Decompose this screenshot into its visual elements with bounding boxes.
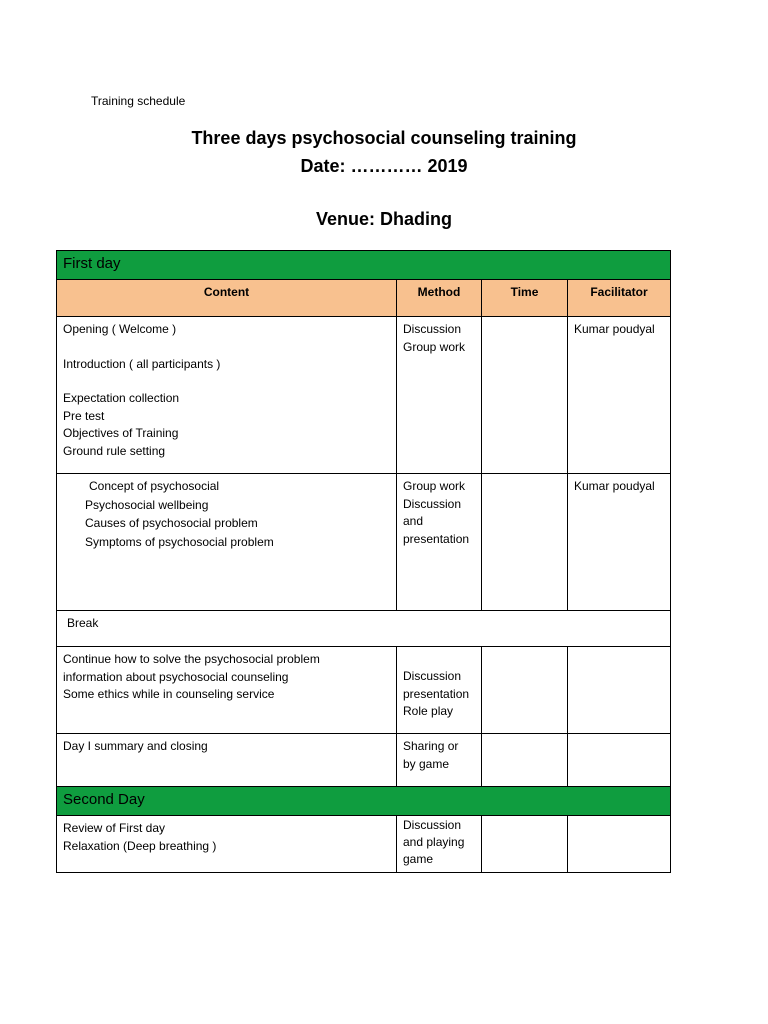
content-line: information about psychosocial counseling: [63, 669, 289, 684]
table-row: [57, 317, 671, 474]
content-line: Psychosocial wellbeing: [85, 497, 209, 512]
document-label: Training schedule: [91, 94, 186, 108]
time-cell: [482, 317, 568, 474]
facilitator-cell: [568, 734, 671, 787]
method-cell: [397, 317, 482, 474]
second-day-label: Second Day: [57, 787, 671, 816]
method-cell: [397, 816, 482, 873]
column-header-row: [57, 280, 671, 317]
col-time-header: Time: [482, 280, 568, 317]
method-line: Group work: [403, 479, 466, 493]
content-line: Causes of psychosocial problem: [85, 516, 258, 530]
method-line: game: [403, 852, 434, 866]
method-line: presentation: [403, 686, 470, 701]
facilitator-cell: [568, 816, 671, 873]
venue-line: Venue: Dhading: [315, 209, 452, 229]
first-day-label: First day: [57, 251, 671, 280]
content-cell: [57, 474, 397, 611]
method-line: presentation: [403, 531, 470, 546]
method-line: Sharing or: [403, 739, 459, 753]
page-title: Three days psychosocial counseling training: [191, 128, 577, 148]
method-cell: [397, 474, 482, 611]
time-cell: [482, 734, 568, 787]
table-row: [57, 474, 671, 611]
time-cell: [482, 816, 568, 873]
content-line: Continue how to solve the psychosocial problem: [63, 652, 320, 666]
time-cell: [482, 474, 568, 611]
break-row: [57, 611, 671, 647]
method-line: Discussion: [403, 496, 462, 511]
col-content-header: Content: [57, 280, 397, 317]
content-cell: [57, 816, 397, 873]
content-line: Relaxation (Deep breathing ): [63, 838, 217, 853]
date-line: Date: ………… 2019: [300, 156, 468, 176]
time-cell: [482, 647, 568, 734]
content-line: Opening ( Welcome ): [63, 322, 177, 336]
content-line: Day I summary and closing: [63, 739, 208, 753]
table-row: [57, 816, 671, 873]
table-row: [57, 734, 671, 787]
content-line: Pre test: [63, 408, 105, 423]
method-cell: [397, 734, 482, 787]
method-line: and playing: [403, 835, 465, 849]
content-line: Symptoms of psychosocial problem: [85, 534, 274, 549]
content-cell: [57, 317, 397, 474]
content-line: Concept of psychosocial: [89, 479, 220, 493]
facilitator-cell: Kumar poudyal: [568, 474, 671, 611]
method-line: Role play: [403, 704, 454, 718]
method-cell: [397, 647, 482, 734]
method-line: Discussion: [403, 669, 462, 683]
facilitator-cell: [568, 647, 671, 734]
content-cell: [57, 734, 397, 787]
content-line: Review of First day: [63, 821, 166, 835]
table-row: [57, 647, 671, 734]
break-label: Break: [57, 611, 671, 647]
col-facilitator-header: Facilitator: [568, 280, 671, 317]
content-line: Ground rule setting: [63, 443, 166, 458]
method-line: by game: [403, 756, 450, 771]
content-line: Objectives of Training: [63, 426, 179, 440]
day-header-row: [57, 787, 671, 816]
col-method-header: Method: [397, 280, 482, 317]
content-line: Introduction ( all participants ): [63, 356, 221, 371]
content-line: Some ethics while in counseling service: [63, 687, 275, 701]
method-line: Group work: [403, 339, 466, 354]
facilitator-cell: Kumar poudyal: [568, 317, 671, 474]
content-line: Expectation collection: [63, 391, 180, 405]
method-line: and: [403, 514, 424, 528]
content-cell: [57, 647, 397, 734]
day-header-row: [57, 251, 671, 280]
method-line: Discussion: [403, 818, 462, 832]
method-line: Discussion: [403, 322, 462, 336]
schedule-table: [56, 250, 671, 873]
